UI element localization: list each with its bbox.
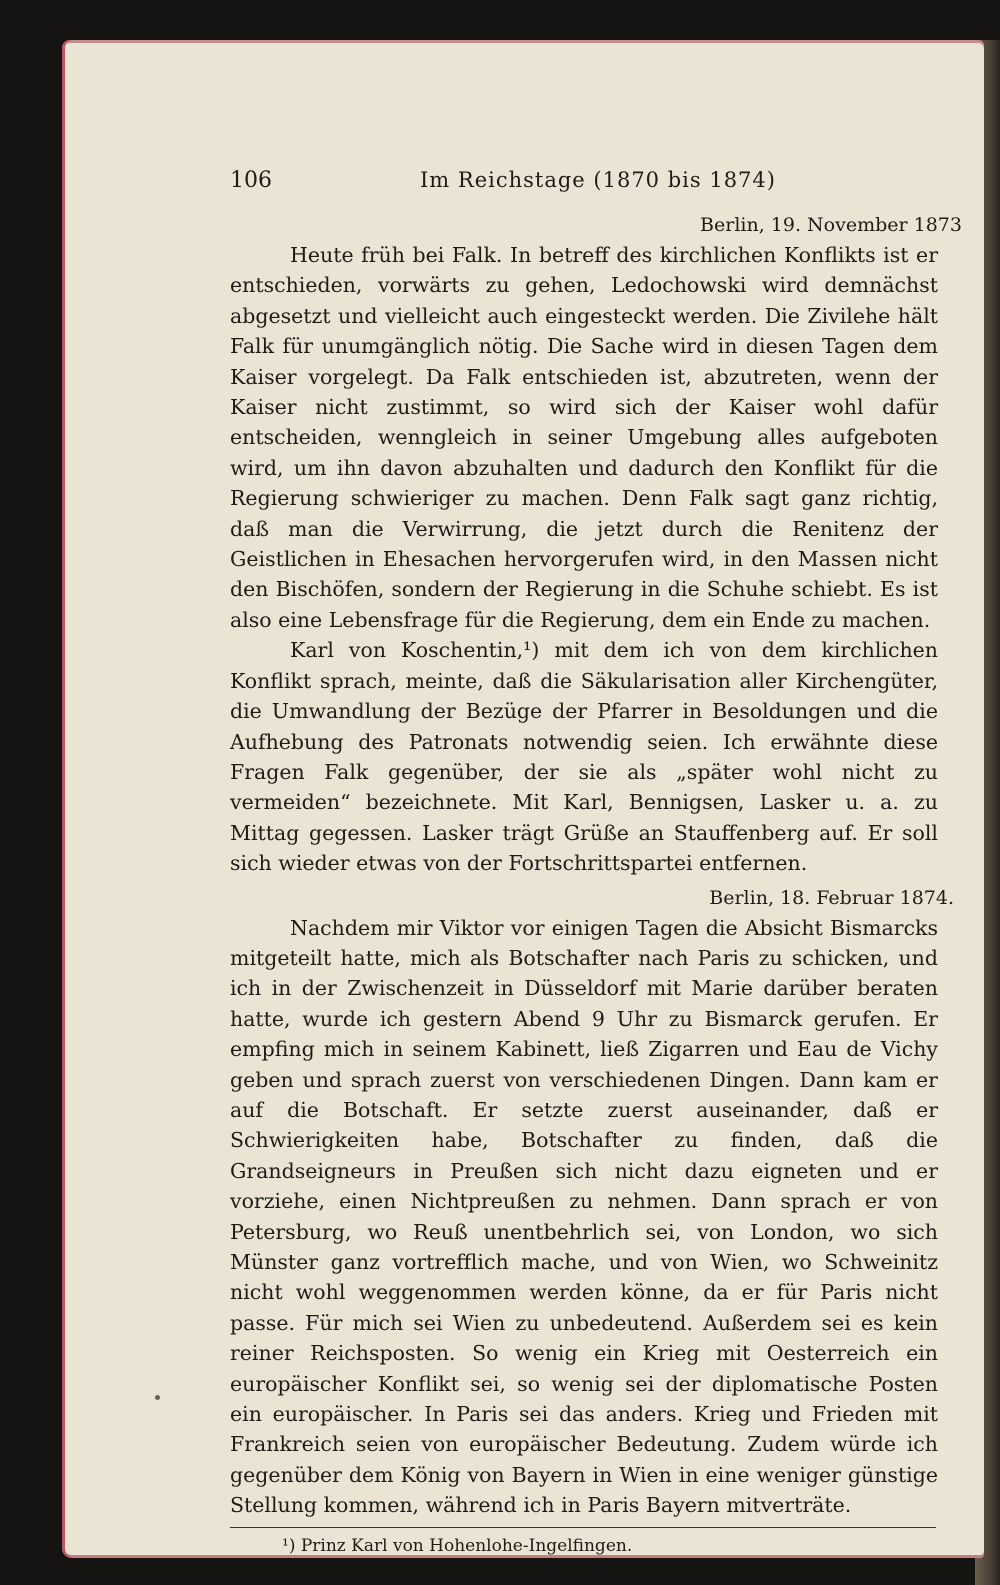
page-content <box>230 168 1000 1556</box>
dateline: Berlin, 18. Februar 1874. <box>709 886 954 909</box>
footnote-rule <box>230 1527 936 1528</box>
paragraph: Heute früh bei Falk. In betreff des kirchlichen Konflikts ist er entschieden, vorwärts zu gehen, Ledochowski wird demnächst abgesetzt und vielleicht auch eingesteckt werden. Die Zivilehe hält Falk für unumgänglich nötig. Die Sache wird in diesen Tagen dem Kaiser vorgelegt. Da Falk entschieden ist, abzutreten, wenn der Kaiser nicht zustimmt, so wird sich der Kaiser wohl dafür entscheiden, wenngleich in seiner Umgebung alles aufgeboten wird, um ihn davon abzuhalten und dadurch den Konflikt für die Regierung schwieriger zu machen. Denn Falk sagt ganz richtig, daß man die Verwirrung, die jetzt durch die Renitenz der Geistlichen in Ehesachen hervorgerufen wird, in den Massen nicht den Bischöfen, sondern der Regierung in die Schuhe schiebt. Es ist also eine Lebensfrage für die Regierung, dem ein Ende zu machen. <box>230 243 938 632</box>
page-header <box>230 168 1000 204</box>
page-number: 106 <box>230 168 272 193</box>
paragraph: Karl von Koschentin,¹) mit dem ich von dem kirchlichen Konflikt sprach, meinte, daß die Säkularisation aller Kirchengüter, die Umwandlung der Bezüge der Pfarrer in Besoldungen und die Aufhebung des Patronats notwendig seien. Ich erwähnte diese Fragen Falk gegenüber, der sie als „später wohl nicht zu vermeiden“ bezeichnete. Mit Karl, Bennigsen, Lasker u. a. zu Mittag gegessen. Lasker trägt Grüße an Stauffenberg auf. Er soll sich wieder etwas von der Fortschrittspartei entfernen. <box>230 638 938 876</box>
paper-speck <box>155 1395 160 1400</box>
running-title: Im Reichstage (1870 bis 1874) <box>420 168 776 192</box>
dateline: Berlin, 19. November 1873 <box>700 214 962 236</box>
book-page <box>62 40 984 1558</box>
paragraph: Nachdem mir Viktor vor einigen Tagen die Absicht Bismarcks mitgeteilt hatte, mich als Botschafter nach Paris zu schicken, und ich in der Zwischenzeit in Düsseldorf mit Marie darüber beraten hatte, wurde ich gestern Abend 9 Uhr zu Bismarck gerufen. Er empfing mich in seinem Kabinett, ließ Zigarren und Eau de Vichy geben und sprach zuerst von verschiedenen Dingen. Dann kam er auf die Botschaft. Er setzte zuerst auseinander, daß er Schwierigkeiten habe, Botschafter zu finden, daß die Grandseigneurs in Preußen sich nicht dazu eigneten und er vorziehe, einen Nichtpreußen zu nehmen. Dann sprach er von Petersburg, wo Reuß unentbehrlich sei, von London, wo sich Münster ganz vortrefflich mache, und von Wien, wo Schweinitz nicht wohl weggenommen werden könne, da er für Paris nicht passe. Für mich sei Wien zu unbedeutend. Außerdem sei es kein reiner Reichsposten. So wenig ein Krieg mit Oesterreich ein europäischer Konflikt sei, so wenig sei der diplomatische Posten ein europäischer. In Paris sei das anders. Krieg und Frieden mit Frankreich seien von europäischer Bedeutung. Zudem würde ich gegenüber dem König von Bayern in Wien in eine weniger günstige Stellung kommen, während ich in Paris Bayern mitverträte. <box>230 915 938 1518</box>
footnote: ¹) Prinz Karl von Hohenlohe-Ingelfingen. <box>282 1535 633 1556</box>
